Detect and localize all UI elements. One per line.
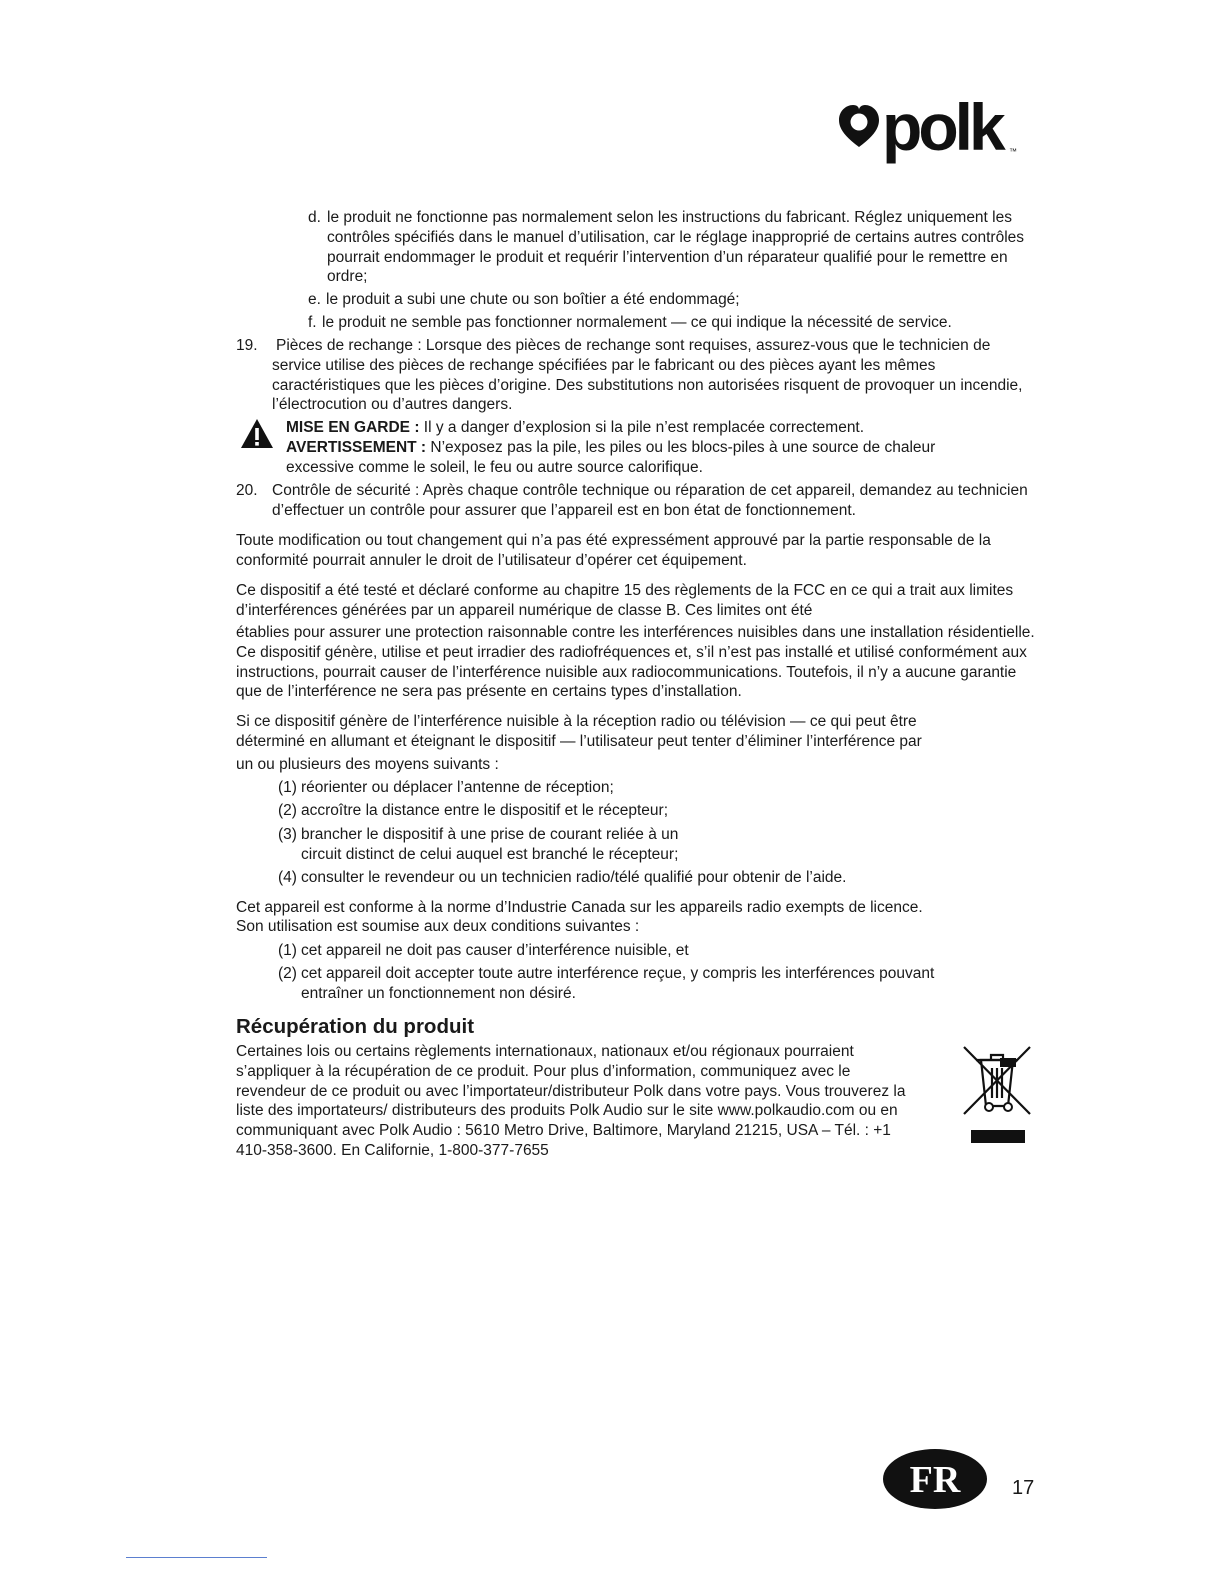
paragraph-modification: Toute modification ou tout changement qui n’a pas été expressément approuvé par la partie responsable de la conformité pourrait annuler le droit de l’utilisateur d’opérer cet équipement. bbox=[236, 532, 991, 569]
item-label: (1) bbox=[278, 779, 297, 796]
item-text: consulter le revendeur ou un technicien radio/télé qualifié pour obtenir de l’aide. bbox=[301, 869, 847, 886]
paragraph-canada-2: Son utilisation est soumise aux deux conditions suivantes : bbox=[236, 918, 640, 935]
paragraph-fcc-2: établies pour assurer une protection raisonnable contre les interférences nuisibles dans une installation résidentielle. Ce dispositif génère, utilise et peut irradier des radiofréquences et, s’il n’est pas installé et utilisé conformément aux instructions, pourrait causer de l’interférence nuisible aux radiocommunications. Toutefois, il n’y a aucune garantie que de l’interférence ne sera pas présente en certains types d’installation. bbox=[236, 624, 1035, 701]
item-label: f. bbox=[308, 314, 317, 331]
section-heading: Récupération du produit bbox=[236, 1015, 475, 1038]
item-text: cet appareil ne doit pas causer d’interférence nuisible, et bbox=[301, 942, 689, 959]
list-item bbox=[278, 941, 1038, 961]
weee-crossed-bin-icon bbox=[962, 1044, 1032, 1146]
warning-block bbox=[286, 418, 1006, 477]
warning-label: AVERTISSEMENT : bbox=[286, 438, 427, 456]
list-item bbox=[278, 778, 1038, 798]
item-label: (4) bbox=[278, 869, 297, 886]
numbered-item-19 bbox=[236, 336, 1036, 415]
list-item bbox=[308, 313, 1038, 333]
paragraph-interference-2: un ou plusieurs des moyens suivants : bbox=[236, 756, 499, 773]
paragraph-canada-1: Cet appareil est conforme à la norme d’Industrie Canada sur les appareils radio exempts de licence. bbox=[236, 899, 923, 916]
item-label: e. bbox=[308, 291, 321, 308]
item-label: (1) bbox=[278, 942, 297, 959]
item-text: Contrôle de sécurité : Après chaque contrôle technique ou réparation de cet appareil, demandez au technicien d’effectuer un contrôle pour assurer que l’appareil est en bon état de fonctionnement. bbox=[272, 482, 1028, 519]
recycling-paragraph: Certaines lois ou certains règlements internationaux, nationaux et/ou régionaux pourraient s’appliquer à la récupération de ce produit. Pour plus d’information, communiquez avec le revendeur de ce produit ou avec l’importateur/distributeur Polk dans votre pays. Vous trouverez la liste des importateurs/ distributeurs des produits Polk Audio sur le site www.polkaudio.com ou en communiquant avec Polk Audio : 5610 Metro Drive, Baltimore, Maryland 21215, USA – Tél. : +1 410-358-3600. En Californie, 1-800-377-7655 bbox=[236, 1043, 906, 1159]
svg-text:polk: polk bbox=[882, 92, 1002, 164]
list-item bbox=[278, 825, 718, 865]
caution-line bbox=[286, 418, 1006, 438]
item-number: 20. bbox=[236, 482, 258, 499]
item-label: d. bbox=[308, 209, 321, 226]
item-text: Pièces de rechange : Lorsque des pièces de rechange sont requises, assurez-vous que le technicien de service utilise des pièces de rechange spécifiées par le fabricant ou des pièces ayant les mêmes caractéristiques que les pièces d’origine. Des substitutions non autorisées risquent de provoquer un incendie, l’électrocution ou d’autres dangers. bbox=[272, 337, 1023, 414]
item-label: (2) bbox=[278, 965, 297, 982]
svg-text:™: ™ bbox=[1009, 147, 1017, 156]
item-text: le produit ne fonctionne pas normalement selon les instructions du fabricant. Réglez uniquement les contrôles spécifiés dans le manuel d’utilisation, car le réglage inapproprié de certains autres contrôles pourrait endommager le produit et requérir l’intervention d’un réparateur qualifié pour le remettre en ordre; bbox=[327, 209, 1025, 286]
warning-triangle-icon bbox=[240, 418, 274, 449]
paragraph-fcc-1: Ce dispositif a été testé et déclaré conforme au chapitre 15 des règlements de la FCC en ce qui a trait aux limites d’interférences générées par un appareil numérique de classe B. Ces limites ont été bbox=[236, 582, 1014, 619]
item-text: brancher le dispositif à une prise de courant reliée à un circuit distinct de celui auquel est branché le récepteur; bbox=[301, 826, 679, 863]
numbered-item-20 bbox=[236, 481, 1036, 521]
item-text: réorienter ou déplacer l’antenne de réception; bbox=[301, 779, 614, 796]
polk-logo bbox=[838, 92, 1028, 184]
list-item bbox=[278, 868, 1038, 888]
warning-text: N’exposez pas la pile, les piles ou les blocs-piles à une source de chaleur excessive comme le soleil, le feu ou autre source calorifique. bbox=[286, 438, 936, 476]
item-label: (2) bbox=[278, 802, 297, 819]
warning-line bbox=[286, 438, 1006, 478]
footer-rule bbox=[126, 1557, 267, 1558]
svg-text:FR: FR bbox=[909, 1459, 961, 1501]
paragraph-interference-1: Si ce dispositif génère de l’interférence nuisible à la réception radio ou télévision — ce qui peut être déterminé en allumant et éteignant le dispositif — l’utilisateur peut tenter d’éliminer l’interférence par bbox=[236, 713, 922, 750]
caution-text: Il y a danger d’explosion si la pile n’est remplacée correctement. bbox=[423, 419, 865, 436]
page-number: 17 bbox=[1012, 1477, 1035, 1499]
item-text: le produit ne semble pas fonctionner normalement — ce qui indique la nécessité de service. bbox=[322, 314, 952, 331]
item-number: 19. bbox=[236, 337, 258, 354]
list-item bbox=[278, 964, 978, 1004]
caution-label: MISE EN GARDE : bbox=[286, 419, 420, 436]
item-text: cet appareil doit accepter toute autre interférence reçue, y compris les interférences pouvant entraîner un fonctionnement non désiré. bbox=[301, 965, 935, 1002]
item-text: le produit a subi une chute ou son boîtier a été endommagé; bbox=[326, 291, 740, 308]
language-badge bbox=[882, 1448, 988, 1510]
item-label: (3) bbox=[278, 826, 297, 843]
list-item bbox=[308, 290, 1038, 310]
list-item bbox=[278, 801, 1038, 821]
item-text: accroître la distance entre le dispositif et le récepteur; bbox=[301, 802, 669, 819]
list-item bbox=[308, 208, 1038, 287]
